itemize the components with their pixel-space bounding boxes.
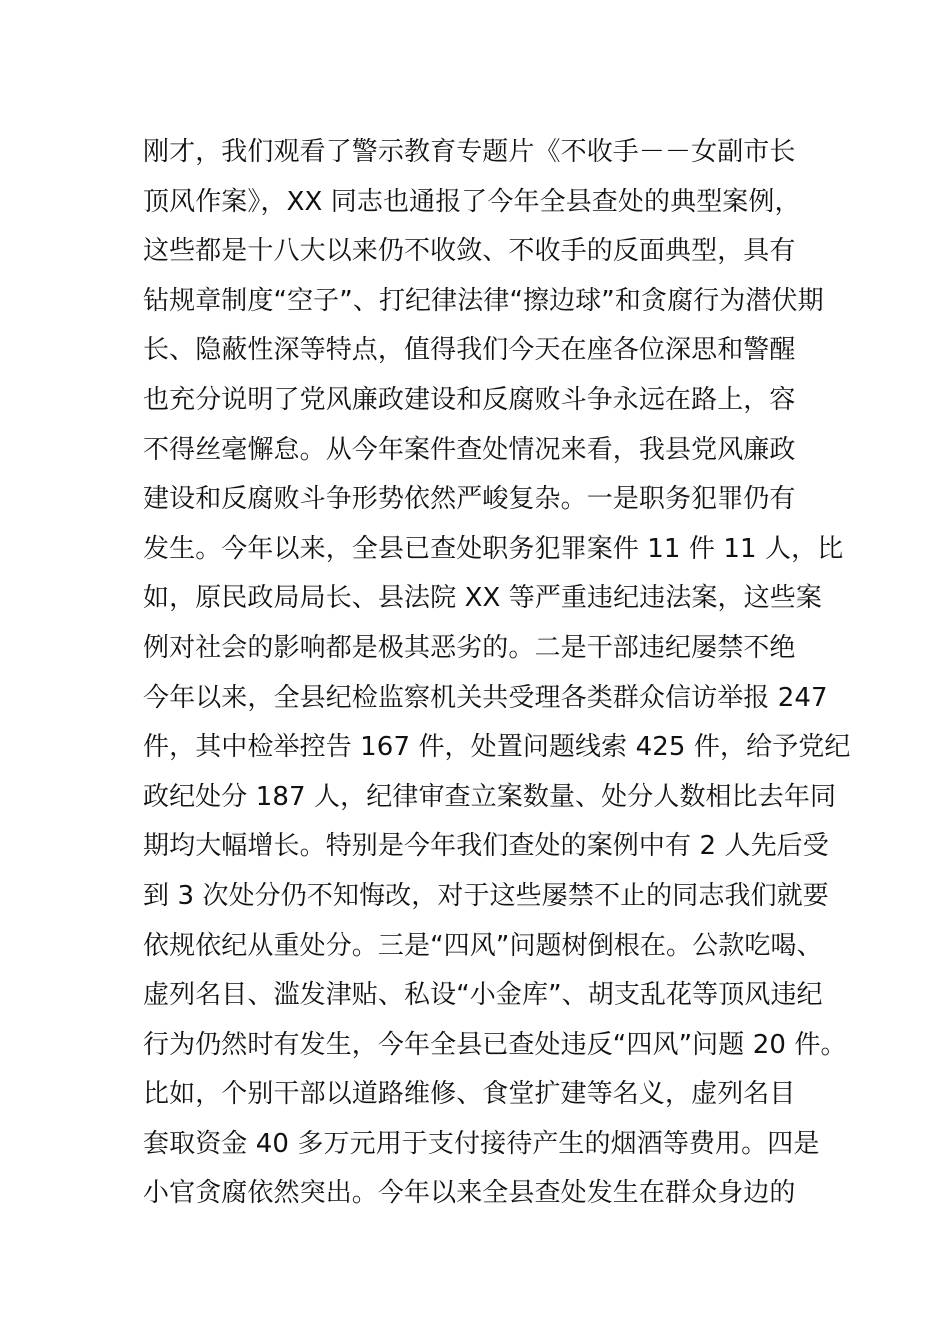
text-line: 钻规章制度“空子”、打纪律法律“擦边球”和贪腐行为潜伏期 bbox=[143, 285, 824, 316]
text-line: 这些都是十八大以来仍不收敛、不收手的反面典型，具有 bbox=[143, 236, 796, 267]
text-line: 期均大幅增长。特别是今年我们查处的案例中有 2 人先后受 bbox=[143, 831, 829, 862]
text-line: 比如，个别干部以道路维修、食堂扩建等名义，虚列名目 bbox=[143, 1079, 796, 1110]
text-line: 套取资金 40 多万元用于支付接待产生的烟酒等费用。四是 bbox=[143, 1128, 820, 1159]
text-line: 虚列名目、滥发津贴、私设“小金库”、胡支乱花等顶风违纪 bbox=[143, 980, 823, 1011]
text-line: 例对社会的影响都是极其恶劣的。二是干部违纪屡禁不绝 bbox=[143, 632, 796, 663]
text-line: 小官贪腐依然突出。今年以来全县查处发生在群众身边的 bbox=[143, 1178, 796, 1209]
text-line: 也充分说明了党风廉政建设和反腐败斗争永远在路上，容 bbox=[143, 384, 796, 415]
text-line: 建设和反腐败斗争形势依然严峻复杂。一是职务犯罪仍有 bbox=[143, 484, 796, 515]
text-line: 刚才，我们观看了警示教育专题片《不收手－－女副市长 bbox=[143, 137, 796, 167]
text-line: 行为仍然时有发生，今年全县已查处违反“四风”问题 20 件。 bbox=[143, 1029, 847, 1060]
text-line: 件，其中检举控告 167 件，处置问题线索 425 件，给予党纪 bbox=[143, 732, 851, 763]
text-line: 政纪处分 187 人，纪律审查立案数量、处分人数相比去年同 bbox=[143, 781, 837, 812]
text-line: 到 3 次处分仍不知悔改，对于这些屡禁不止的同志我们就要 bbox=[143, 880, 829, 911]
text-line: 长、隐蔽性深等特点，值得我们今天在座各位深思和警醒 bbox=[143, 335, 796, 366]
text-line: 不得丝毫懈怠。从今年案件查处情况来看，我县党风廉政 bbox=[143, 434, 796, 465]
text-line: 顶风作案》，XX 同志也通报了今年全县查处的典型案例， bbox=[143, 186, 801, 217]
body-text bbox=[143, 128, 851, 1219]
text-line: 如，原民政局局长、县法院 XX 等严重违纪违法案，这些案 bbox=[143, 583, 822, 614]
text-line: 今年以来，全县纪检监察机关共受理各类群众信访举报 247 bbox=[143, 682, 828, 713]
text-line: 依规依纪从重处分。三是“四风”问题树倒根在。公款吃喝、 bbox=[143, 930, 823, 961]
text-line: 发生。今年以来，全县已查处职务犯罪案件 11 件 11 人，比 bbox=[143, 533, 844, 564]
